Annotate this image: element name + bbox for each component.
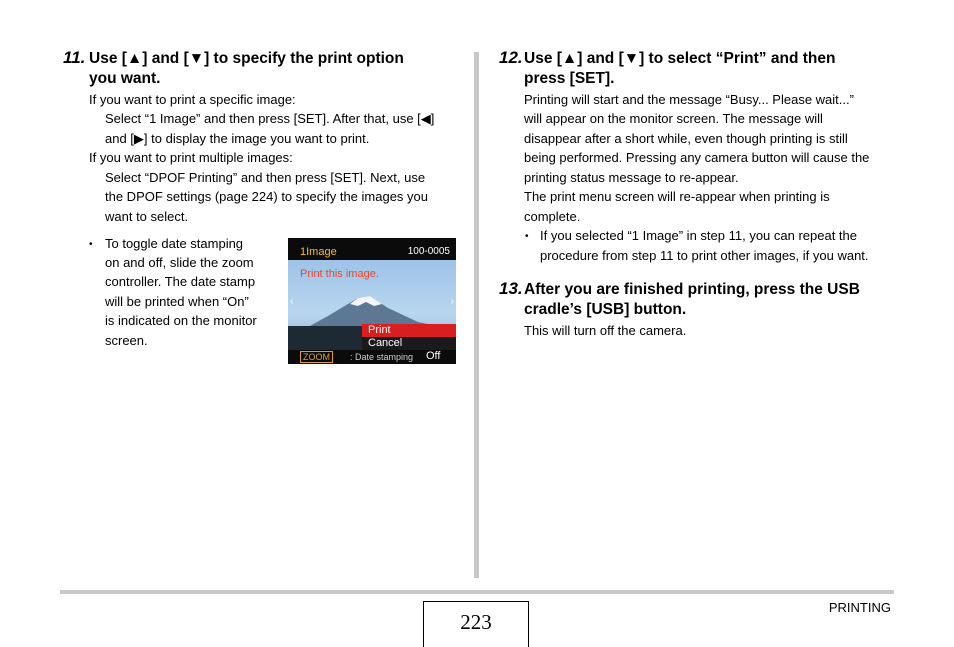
step-12-heading-line2: press [SET].: [524, 70, 615, 87]
menu-item-cancel: Cancel: [368, 337, 403, 349]
print-menu: [362, 324, 456, 350]
image-counter: 100-0005: [407, 246, 450, 257]
step-13-number: 13.: [499, 279, 523, 298]
bullet-marker: •: [525, 231, 529, 242]
note-line: is indicated on the monitor: [105, 313, 257, 328]
step-11-heading-line1: Use [▲] and [▼] to specify the print option: [89, 50, 404, 67]
step-13-heading-line1: After you are finished printing, press the USB: [524, 281, 860, 298]
step-12-text: complete.: [524, 209, 581, 224]
step-11-text: want to select.: [105, 209, 189, 224]
date-stamping-label: : Date stamping: [350, 352, 414, 362]
step-11-text: and [▶] to display the image you want to print.: [105, 131, 370, 146]
step-12-text: Printing will start and the message “Busy... Please wait...”: [524, 92, 854, 107]
step-13-text: This will turn off the camera.: [524, 323, 687, 338]
camera-monitor-screen: [288, 238, 456, 364]
step-11-heading-line2: you want.: [89, 70, 161, 87]
step-12-text: disappear after a short while, even though printing is still: [524, 131, 848, 146]
zoom-badge: ZOOM: [300, 351, 333, 363]
note-line: To toggle date stamping: [105, 236, 244, 251]
step-12-text: being performed. Pressing any camera button will cause the: [524, 150, 870, 165]
date-stamping-value: Off: [426, 350, 441, 362]
step-13-heading-line2: cradle’s [USB] button.: [524, 301, 687, 318]
camera-mode-label: 1Image: [300, 246, 337, 258]
step-12-text: printing status message to re-appear.: [524, 170, 739, 185]
section-name: PRINTING: [828, 600, 891, 615]
note-line: on and off, slide the zoom: [105, 255, 254, 270]
chevron-left-icon: ‹: [290, 296, 294, 307]
chevron-right-icon: ›: [450, 296, 454, 307]
camera-top-bar: [288, 238, 456, 260]
print-prompt: Print this image.: [300, 268, 379, 280]
menu-item-print: Print: [368, 324, 391, 336]
camera-bottom-bar: [288, 350, 456, 364]
note-line: screen.: [105, 333, 148, 348]
note-line: will be printed when “On”: [105, 294, 249, 309]
step-11-text: the DPOF settings (page 224) to specify the images you: [105, 189, 429, 204]
step-11-text: If you want to print a specific image:: [89, 92, 296, 107]
step-12-bullet-text: If you selected “1 Image” in step 11, you can repeat the: [540, 228, 858, 243]
step-12-heading-line1: Use [▲] and [▼] to select “Print” and then: [524, 50, 836, 67]
step-12-text: The print menu screen will re-appear when printing is: [524, 189, 830, 204]
footer-rule: [60, 590, 894, 594]
bullet-marker: •: [89, 239, 93, 250]
step-11-text: If you want to print multiple images:: [89, 150, 293, 165]
step-11-text: Select “1 Image” and then press [SET]. After that, use [◀]: [105, 111, 435, 126]
step-12-bullet-text: procedure from step 11 to print other images, if you want.: [540, 248, 869, 263]
note-line: controller. The date stamp: [105, 274, 256, 289]
step-11-number: 11.: [63, 48, 86, 67]
page-number: 223: [423, 601, 529, 647]
step-11-text: Select “DPOF Printing” and then press [SET]. Next, use: [105, 170, 426, 185]
step-12-number: 12.: [499, 48, 523, 67]
step-12-text: will appear on the monitor screen. The message will: [524, 111, 823, 126]
column-divider: [474, 52, 479, 578]
